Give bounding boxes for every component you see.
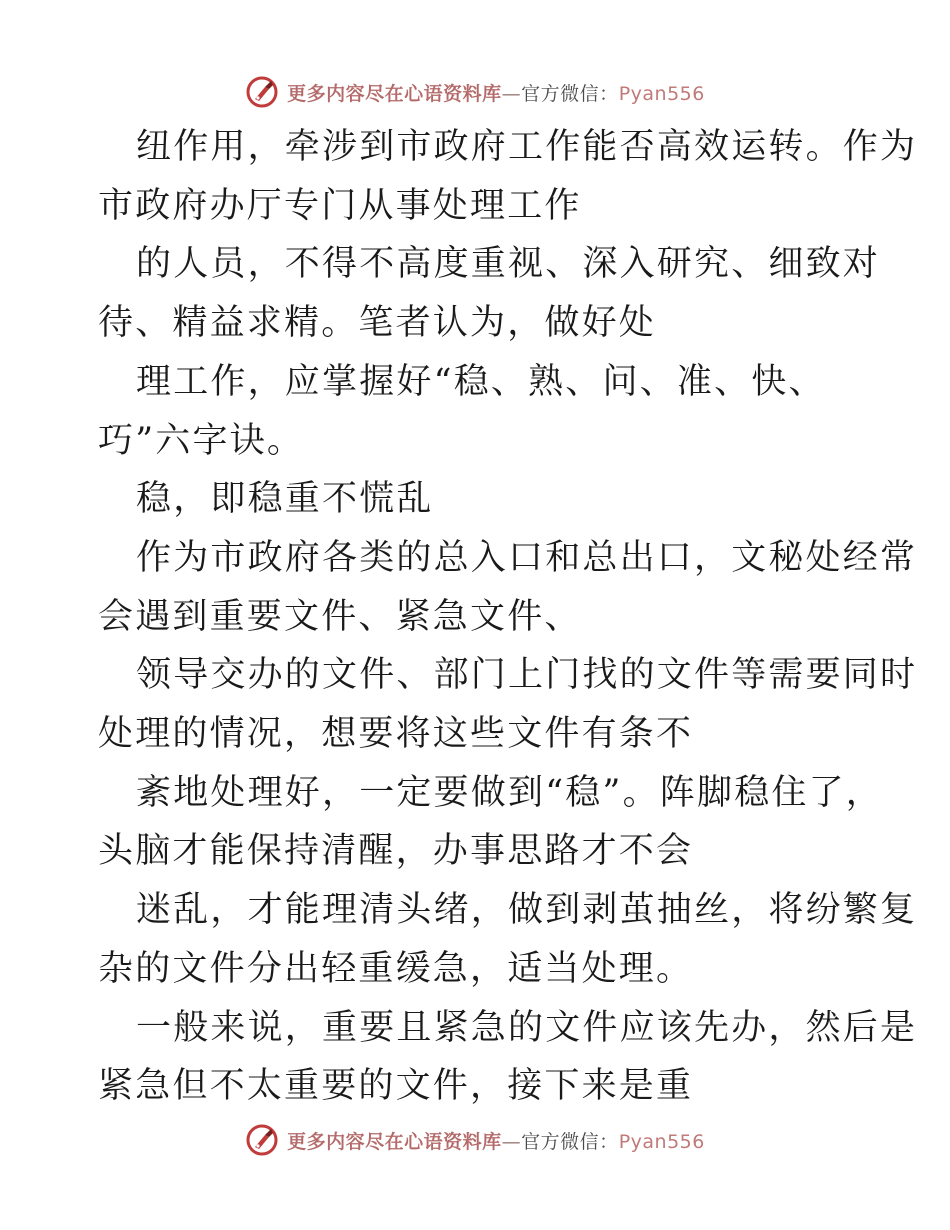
text-line: 迷乱，才能理清头绪，做到剥茧抽丝，将纷繁复 bbox=[136, 890, 918, 931]
banner-id-text: Pyan556 bbox=[618, 82, 705, 105]
text-line: 一般来说，重要且紧急的文件应该先办，然后是 bbox=[136, 1007, 918, 1048]
text-line: 紊地处理好，一定要做到“稳”。阵脚稳住了， bbox=[136, 772, 883, 813]
text-line: 待、精益求精。笔者认为，做好处 bbox=[98, 303, 657, 344]
banner-id-text: Pyan556 bbox=[618, 1130, 705, 1153]
document-body bbox=[98, 118, 918, 1116]
text-line: 理工作，应掌握好“稳、熟、问、准、快、 bbox=[136, 361, 826, 402]
text-line: 巧”六字诀。 bbox=[98, 420, 305, 461]
banner-sub-text: 官方微信： bbox=[521, 82, 619, 105]
text-line: 会遇到重要文件、紧急文件、 bbox=[98, 596, 582, 637]
text-line: 处理的情况，想要将这些文件有条不 bbox=[98, 714, 694, 755]
banner-main-text: 更多内容尽在心语资料库 bbox=[287, 82, 502, 105]
text-line: 的人员，不得不高度重视、深入研究、细致对 bbox=[136, 244, 881, 285]
text-line: 头脑才能保持清醒，办事思路才不会 bbox=[98, 831, 694, 872]
text-line: 作为市政府各类的总入口和总出口，文秘处经常 bbox=[136, 537, 918, 578]
pen-nib-logo-icon bbox=[245, 1123, 279, 1157]
header-banner-text bbox=[287, 79, 705, 106]
banner-sub-text: 官方微信： bbox=[521, 1130, 619, 1153]
banner-dash: — bbox=[501, 82, 522, 105]
text-line: 纽作用，牵涉到市政府工作能否高效运转。作为 bbox=[136, 127, 918, 167]
header-banner bbox=[0, 72, 950, 112]
footer-banner-text bbox=[287, 1127, 705, 1154]
banner-dash: — bbox=[501, 1130, 522, 1153]
footer-banner bbox=[0, 1120, 950, 1160]
section-heading: 稳，即稳重不慌乱 bbox=[136, 479, 434, 520]
text-line: 紧急但不太重要的文件，接下来是重 bbox=[98, 1066, 694, 1107]
text-line: 领导交办的文件、部门上门找的文件等需要同时 bbox=[136, 655, 918, 696]
pen-nib-logo-icon bbox=[245, 75, 279, 109]
text-line: 杂的文件分出轻重缓急，适当处理。 bbox=[98, 948, 694, 989]
text-line: 市政府办厅专门从事处理工作 bbox=[98, 185, 582, 226]
banner-main-text: 更多内容尽在心语资料库 bbox=[287, 1130, 502, 1153]
